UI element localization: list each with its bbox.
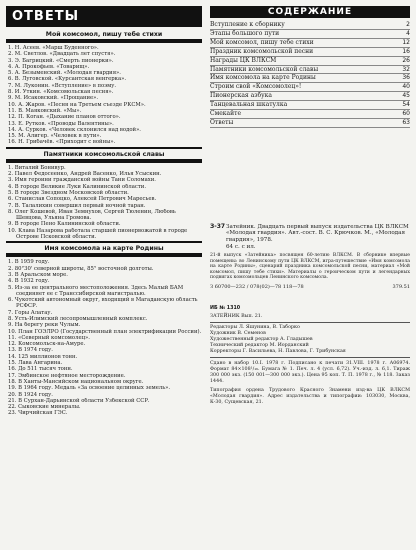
list-item: 8. Олег Кошевой, Иван Земнухов, Сергей Тюленин, Любовь Шевцова, Ульяна Громова. (8, 208, 176, 222)
toc-entry-page: 63 (402, 118, 410, 126)
toc-entry-label: Мой комсомол, пишу тебе стихи (210, 38, 314, 46)
credit-line: Технический редактор М. Иорданский (210, 343, 309, 349)
list-item: 15. М. Алигер. «Человек в пути». (8, 133, 102, 140)
table-of-contents (210, 21, 410, 128)
list-item: 22. Сыковские минералы. (8, 404, 81, 411)
list-item: 9. М. Исаковский. «Прощание». (8, 95, 99, 102)
printer-address: Типография ордена Трудового Красного Знамени изд-ва ЦК ВЛКСМ «Молодая гвардия». Адрес издательства и типографии: 103030, Москва, К-30, Сущевская, 21. (210, 388, 410, 406)
toc-entry-page: 36 (402, 74, 410, 82)
toc-entry-page: 26 (402, 56, 410, 64)
toc-entry[interactable] (210, 92, 410, 101)
list-item: 3. Э. Багрицкий. «Смерть пионерки». (8, 57, 114, 64)
list-item: 10. Клава Назарова работала старшей пионервожатой в городе Острове Псковской области. (8, 227, 188, 241)
toc-entry[interactable] (210, 21, 410, 30)
divider (210, 357, 410, 358)
credits (210, 325, 410, 355)
list-item: 13. Е. Рутков. «Проводы Валентины». (8, 120, 114, 127)
list-item: 10. План ГОЭЛРО (Государственный план электрификации России). (8, 328, 202, 335)
toc-entry-page: 45 (402, 92, 410, 100)
list-item: 8. Усть-Илимский лесопромышленный комплекс. (8, 315, 148, 322)
toc-entry-label: Строим свой «Комсомолец»! (210, 83, 302, 91)
list-item: 13. В 1974 году. (8, 347, 53, 354)
list-item: 18. В Ханты-Мансийском национальном округе. (8, 378, 144, 385)
list-item: 5. В городе Звездном Московской области. (8, 189, 129, 196)
bibliographic-record (210, 224, 410, 290)
toc-entry-label: Ответы (210, 118, 234, 126)
ib-number: ИБ № 1310 (210, 306, 241, 312)
toc-entry[interactable] (210, 57, 410, 66)
catalog-code: З-37 (210, 222, 226, 230)
credit-line: Редакторы Л. Яшунина, В. Таборко (210, 325, 300, 331)
catalog-index: З 60700—232 / 078(02)—78 118—78 (210, 283, 304, 290)
list-item: 16. Н. Грибачёв. «Приходит с войны». (8, 139, 116, 146)
list-item: 6. Чукотский автономный округ, входящий в Магаданскую область РСФСР. (8, 297, 198, 310)
list-item: 7. Горы Алатау. (8, 309, 53, 316)
list-item: 21. В Сурхан-Дарьинской области Узбекской ССР. (8, 397, 150, 404)
catalog-description: Затейник. Двадцать первый выпуск издательства ЦК ВЛКСМ «Молодая гвардия». Авт.-сост. В. С. Крючков. М., «Молодая гвардия», 1978. (226, 223, 409, 244)
toc-entry-label: Пионерская азбука (210, 92, 272, 100)
section-divider (6, 241, 202, 243)
toc-entry-page: 32 (402, 65, 410, 73)
toc-entry-page: 54 (402, 101, 410, 109)
section-title: Имя комсомола на карте Родины (44, 245, 164, 253)
section-divider (6, 39, 202, 43)
contents-column (210, 6, 410, 546)
list-item: 19. В 1964 году. Медаль «За освоение целинных земель». (8, 385, 171, 392)
credit-line: Художник В. Семенов (210, 331, 266, 337)
toc-entry-page: 12 (402, 38, 410, 46)
section-divider (6, 253, 202, 257)
list-item: 12. П. Коган. «Дыхание планов оттого». (8, 114, 121, 121)
series-title: ЗАТЕЙНИК Вып. 21. (210, 314, 263, 320)
list-item: 6. Станислав Сопоцко, Алексей Петрович Маресьев. (8, 196, 157, 203)
toc-entry[interactable] (210, 119, 410, 128)
toc-entry-page: 4 (406, 29, 410, 37)
list-item: 4. В 1932 году. (8, 278, 50, 285)
answers-list-monuments (6, 165, 202, 241)
print-specs: Сдано в набор 10.I. 1978 г. Подписано к печати 31.VIII. 1978 г. А06974. Формат 84×108¹/₁₆. Бумага № 1. Печ. л. 4 (усл. 6,72). Уч.-изд. л. 6,1. Тираж 300 000 экз. (150 001—300 000 экз.). Цена 95 коп. Т. П. 1978 г., № 118. Заказ 1444. (210, 361, 410, 385)
list-item: 17. Эмбинское нефтяное месторождение. (8, 372, 126, 379)
toc-entry-label: Памятники комсомольской славы (210, 65, 319, 73)
credit-line: Художественный редактор А. Гладышев (210, 337, 313, 343)
toc-entry[interactable] (210, 83, 410, 92)
udc-code: 379.51 (392, 283, 410, 290)
list-item: 2. 80°30' северной широты, 85° восточной долготы. (8, 265, 154, 272)
toc-entry[interactable] (210, 74, 410, 83)
answers-column (6, 6, 202, 546)
list-item: 7. М. Луконин. «Вступление» в поэму. (8, 82, 117, 89)
section-title: Памятники комсомольской славы (43, 150, 165, 158)
toc-entry[interactable] (210, 48, 410, 57)
list-item: 16. До 511 тысяч тонн. (8, 366, 73, 373)
list-item: 10. А. Жаров. «Песня на Третьем съезде РКСМ». (8, 101, 146, 108)
answers-list-map (6, 259, 202, 416)
list-item: 11. «Северный комсомолец». (8, 334, 90, 341)
list-item: 20. В 1924 году. (8, 391, 53, 398)
list-item: 4. В городе Великие Луки Калининской области. (8, 183, 147, 190)
toc-entry[interactable] (210, 39, 410, 48)
list-item: 12. Комсомольск-на-Амуре. (8, 341, 86, 348)
annotation: 21-й выпуск «Затейника» посвящен 60-летию ВЛКСМ. В сборнике впервые помещены: во Ленинскому пути ЦК ВЛКСМ, игра-путешествие «Имя комсомола на карте Родины», сценарий праздника комсомольской песни, материал «Мой комсомол, пишу тебе стихи». Материалы о героическом пути и легендарных подвигах комсомольцев Ленинского комсомола. (210, 253, 410, 281)
toc-entry[interactable] (210, 30, 410, 39)
list-item: 3. Имя героини гражданской войны Тани Соломахи. (8, 177, 156, 184)
toc-entry-label: Вступление к сборнику (210, 21, 285, 28)
toc-entry-label: Праздник комсомольской песни (210, 47, 314, 55)
list-item: 1. Н. Асеев. «Марш Буденного». (8, 45, 99, 51)
divider (210, 322, 410, 323)
section-divider (6, 159, 202, 163)
list-item: 8. И. Уткин. «Комсомольская песня». (8, 89, 114, 96)
toc-entry-label: Награды ЦК ВЛКСМ (210, 56, 277, 64)
toc-entry-label: Этапы большого пути (210, 29, 280, 37)
list-item: 9. На берегу реки Чулым. (8, 322, 81, 329)
imprint (210, 306, 410, 406)
toc-entry-page: 40 (402, 83, 410, 91)
list-item: 14. 125 миллионов тонн. (8, 353, 78, 360)
list-item: 2. Павел Федосеенко, Андрей Васенко, Илья Усыскин. (8, 171, 162, 178)
toc-entry[interactable] (210, 101, 410, 110)
toc-entry-page: 60 (402, 110, 410, 118)
list-item: 4. А. Прокофьев. «Товарищ». (8, 63, 90, 70)
list-item: 5. Из-за ее центрального местоположения. Здесь Малый БАМ соединяет ее с Транссибирской магистралью. (8, 284, 184, 297)
toc-entry[interactable] (210, 110, 410, 119)
list-item: 9. В городе Пено Калининской области. (8, 221, 121, 228)
page-count: 64 с. с ил. (226, 243, 256, 250)
answers-list-poems (6, 45, 202, 146)
toc-entry[interactable] (210, 66, 410, 75)
list-item: 15. Лава Ангарина. (8, 360, 63, 367)
toc-entry-label: Смекайте (210, 110, 242, 118)
toc-entry-page: 2 (406, 21, 410, 28)
answers-heading: ОТВЕТЫ (6, 6, 202, 27)
list-item: 11. В. Маяковский. «Мы». (8, 107, 82, 114)
section-title: Мой комсомол, пишу тебе стихи (45, 31, 163, 38)
list-item: 6. В. Луговской. «Курсантская венгерка». (8, 76, 127, 83)
list-item: 5. А. Безыменский. «Молодая гвардия». (8, 70, 121, 77)
list-item: 1. В 1959 году. (8, 259, 50, 266)
list-item: 3. В Аральском море. (8, 271, 68, 278)
credit-line: Корректоры Г. Васильева, Н. Павлова, Г. Трибунская (210, 349, 346, 355)
section-divider (6, 147, 202, 149)
list-item: 1. Виталий Бонивур. (8, 164, 66, 171)
list-item: 23. Чирчийская ГЭС. (8, 410, 68, 417)
toc-entry-label: Танцевальная шкатулка (210, 101, 288, 109)
list-item: 2. М. Светлов. «Двадцать лет спустя». (8, 51, 116, 58)
list-item: 14. А. Сурков. «Человек склонился над водой». (8, 126, 141, 133)
contents-heading: СОДЕРЖАНИЕ (210, 6, 410, 18)
list-item: 7. В. Талалихин совершил первый ночной таран. (8, 202, 146, 209)
toc-entry-page: 16 (402, 47, 410, 55)
toc-entry-label: Имя комсомола на карте Родины (210, 74, 316, 82)
